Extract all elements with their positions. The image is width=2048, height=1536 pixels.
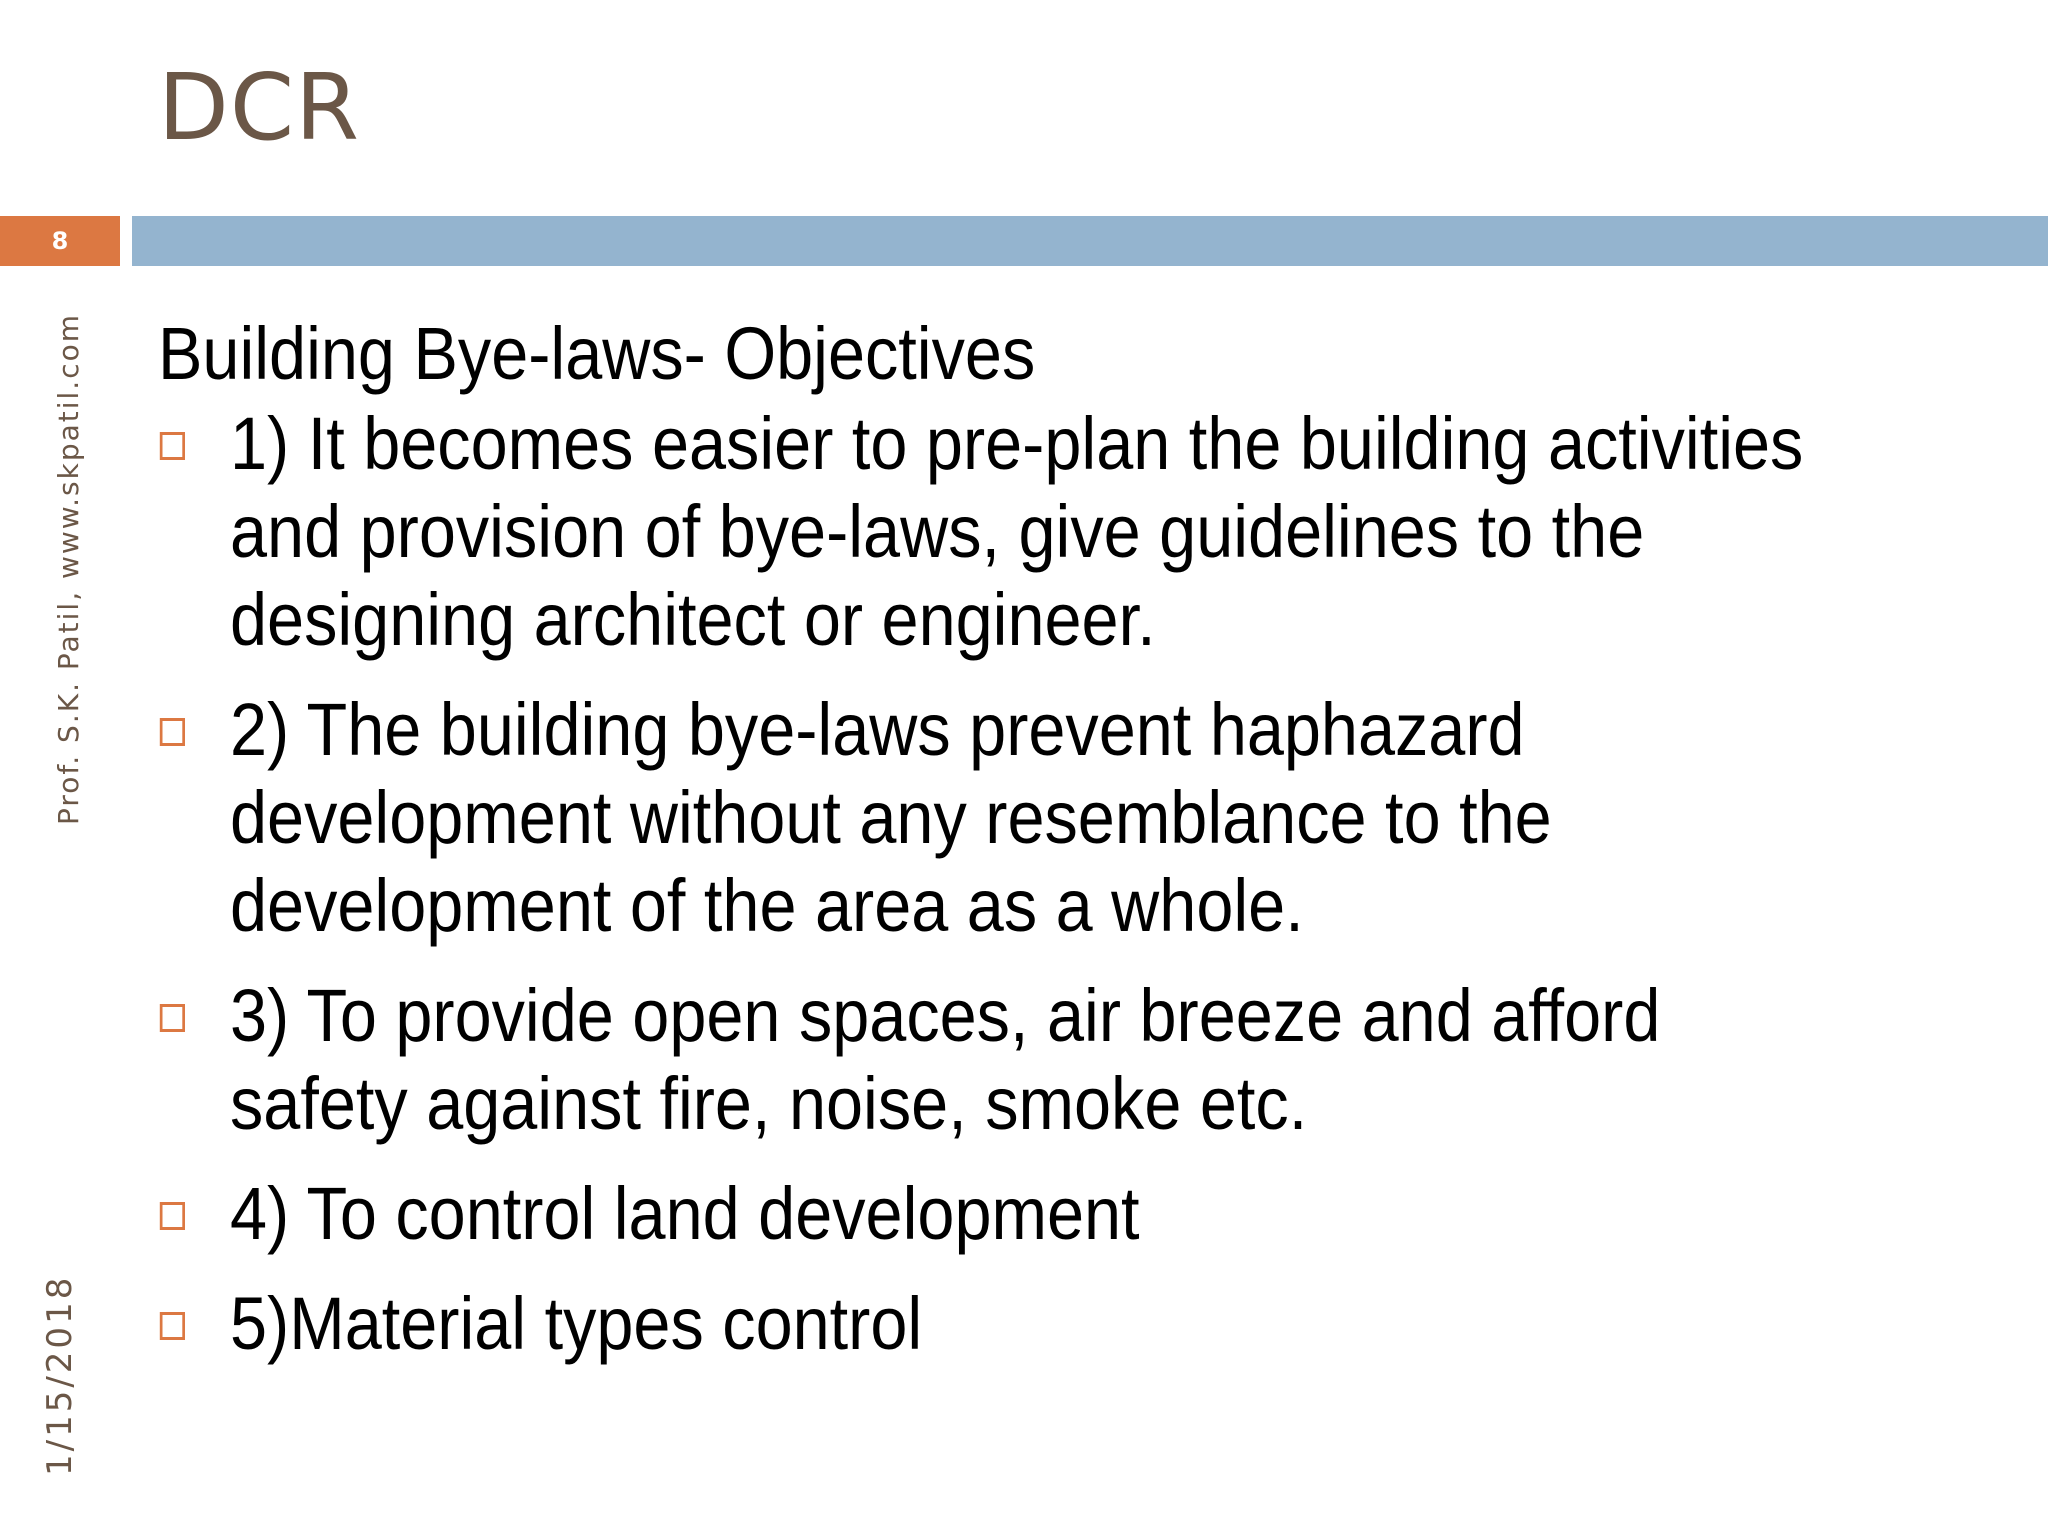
objective-list <box>158 400 1823 1368</box>
list-item <box>158 972 1823 1148</box>
list-item-text: 5)Material types control <box>230 1282 923 1365</box>
slide-number: 8 <box>51 227 69 255</box>
author-website-label: Prof. S.K. Patil, www.skpatil.com <box>52 312 85 825</box>
list-item-text: 1) It becomes easier to pre-plan the building activities and provision of bye-laws, give guidelines to the designing architect or engineer. <box>230 402 1804 661</box>
hollow-square-bullet-icon <box>160 1312 185 1340</box>
slide-date: 1/15/2018 <box>40 1274 80 1476</box>
hollow-square-bullet-icon <box>160 718 185 746</box>
hollow-square-bullet-icon <box>160 1004 185 1032</box>
content-heading: Building Bye-laws- Objectives <box>158 312 1036 395</box>
slide-number-badge <box>0 216 120 266</box>
list-item-text: 2) The building bye-laws prevent haphazard development without any resemblance to the development of the area as a whole. <box>230 688 1552 947</box>
list-item <box>158 686 1823 950</box>
list-item-text: 3) To provide open spaces, air breeze and afford safety against fire, noise, smoke etc. <box>230 974 1661 1145</box>
header-bar <box>132 216 2048 266</box>
slide-title: DCR <box>158 54 361 161</box>
hollow-square-bullet-icon <box>160 432 185 460</box>
list-item <box>158 1170 1823 1258</box>
list-item <box>158 1280 1823 1368</box>
list-item-text: 4) To control land development <box>230 1172 1140 1255</box>
hollow-square-bullet-icon <box>160 1202 185 1230</box>
slide-content <box>158 310 1823 1368</box>
list-item <box>158 400 1823 664</box>
